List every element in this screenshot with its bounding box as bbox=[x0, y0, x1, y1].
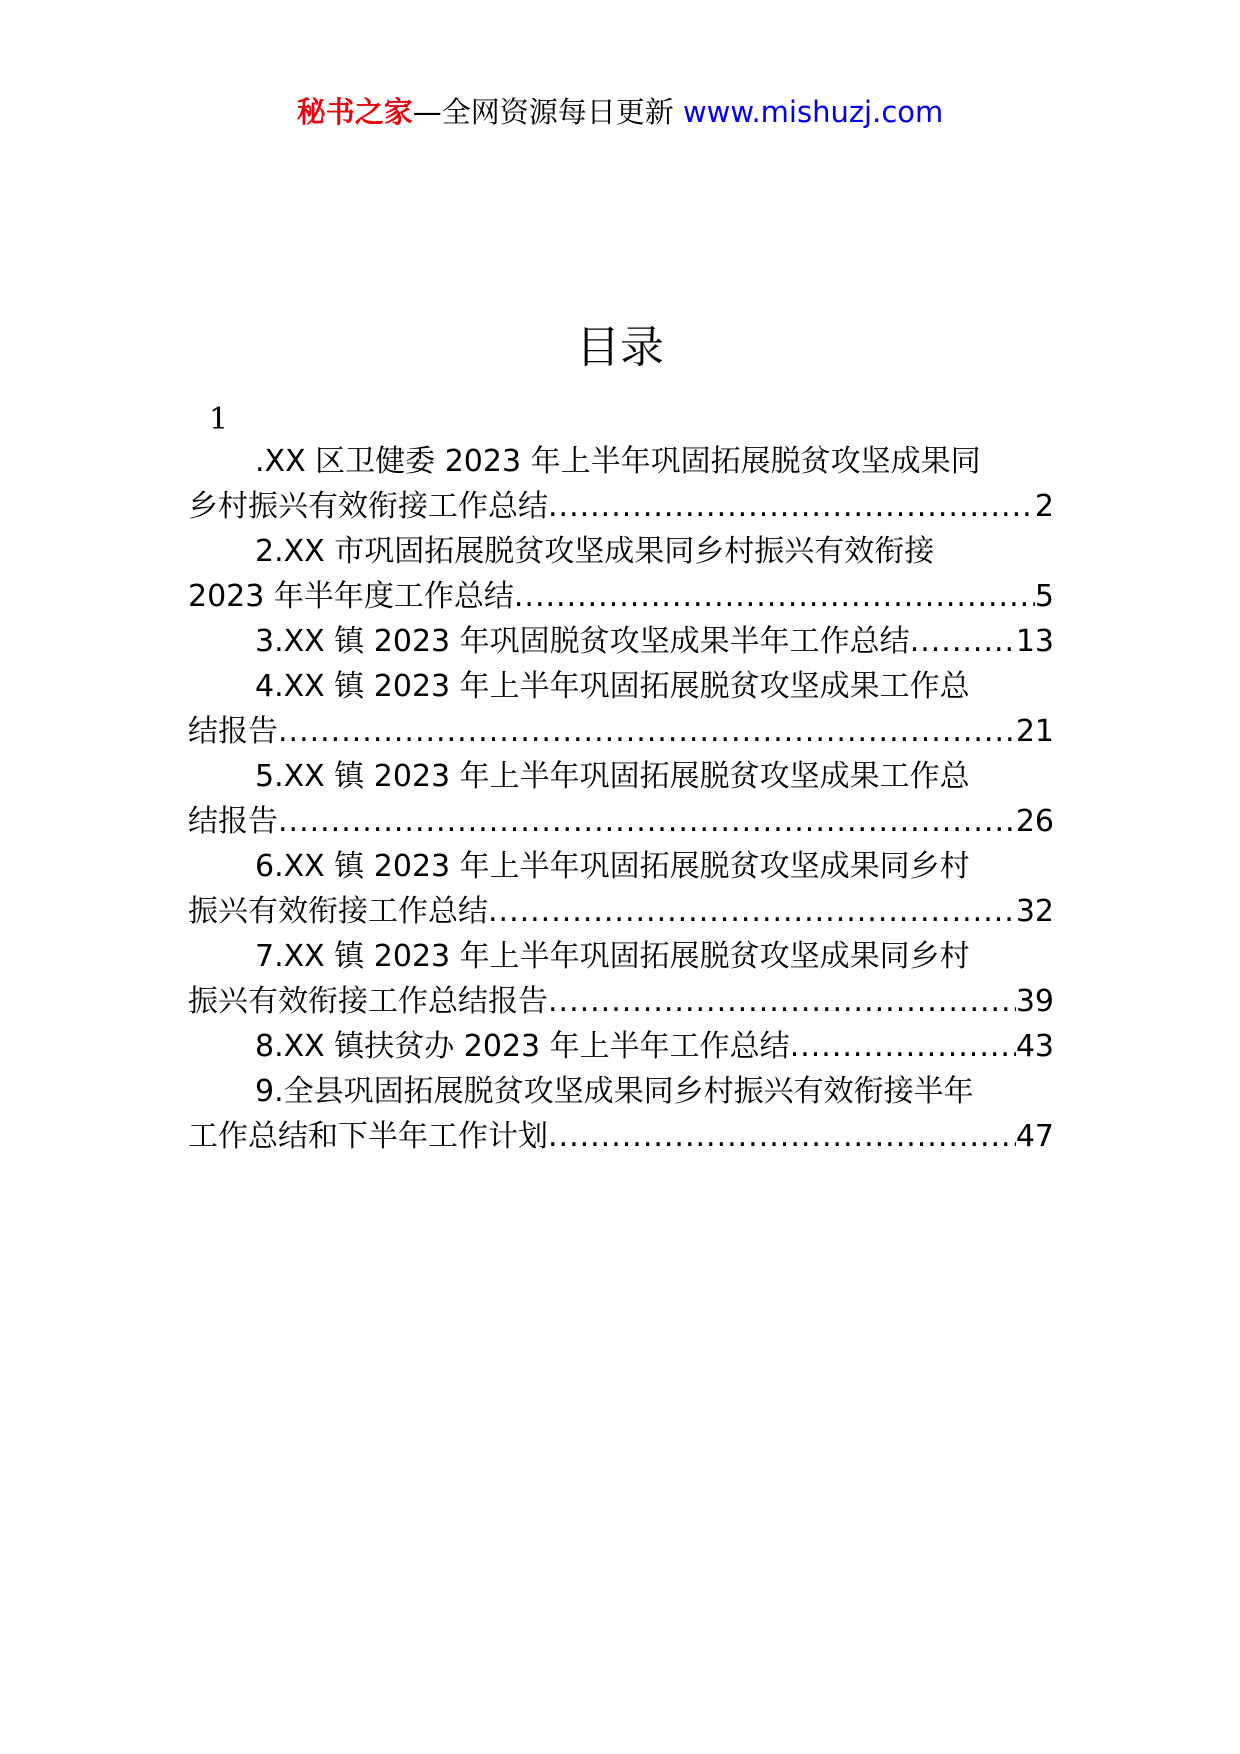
toc-entry-6[interactable] bbox=[188, 844, 1054, 934]
dot-leader bbox=[790, 1024, 1016, 1069]
toc-entry-line bbox=[188, 1114, 1054, 1159]
toc-entry-text: 乡村振兴有效衔接工作总结 bbox=[188, 489, 548, 524]
toc-entry-title bbox=[188, 934, 1054, 979]
dot-leader bbox=[278, 799, 1016, 844]
toc-entry-text: 6.XX 镇 2023 年上半年巩固拓展脱贫攻坚成果同乡村 bbox=[255, 849, 970, 884]
toc-entry-title bbox=[188, 754, 1054, 799]
dot-leader bbox=[548, 484, 1035, 529]
page-number-mark: 1 bbox=[209, 402, 229, 437]
toc-page-number: 5 bbox=[1034, 579, 1054, 614]
dot-leader bbox=[548, 1114, 1016, 1159]
brand-name: 秘书之家 bbox=[296, 95, 413, 129]
page-title: 目录 bbox=[576, 322, 664, 373]
site-header bbox=[0, 92, 1240, 132]
toc-entry-text: 3.XX 镇 2023 年巩固脱贫攻坚成果半年工作总结 bbox=[255, 624, 910, 659]
dot-leader bbox=[488, 889, 1016, 934]
toc-page-number: 26 bbox=[1015, 804, 1054, 839]
toc-entry-9[interactable] bbox=[188, 1069, 1054, 1159]
dot-leader bbox=[514, 574, 1035, 619]
toc-page-number: 2 bbox=[1034, 489, 1054, 524]
table-of-contents bbox=[188, 439, 1054, 1159]
toc-entry-line bbox=[188, 979, 1054, 1024]
toc-entry-3[interactable] bbox=[188, 619, 1054, 664]
toc-entry-5[interactable] bbox=[188, 754, 1054, 844]
toc-entry-4[interactable] bbox=[188, 664, 1054, 754]
toc-entry-title bbox=[188, 439, 1054, 484]
dot-leader bbox=[548, 979, 1016, 1024]
toc-page-number: 13 bbox=[1015, 624, 1054, 659]
toc-entry-text: .XX 区卫健委 2023 年上半年巩固拓展脱贫攻坚成果同 bbox=[255, 444, 981, 479]
dot-leader bbox=[278, 709, 1016, 754]
toc-entry-title bbox=[188, 844, 1054, 889]
toc-entry-line bbox=[188, 619, 1054, 664]
toc-entry-8[interactable] bbox=[188, 1024, 1054, 1069]
header-tagline: —全网资源每日更新 bbox=[412, 95, 683, 129]
toc-entry-line bbox=[188, 484, 1054, 529]
toc-entry-text: 工作总结和下半年工作计划 bbox=[188, 1119, 548, 1154]
toc-entry-text: 结报告 bbox=[188, 804, 278, 839]
toc-page-number: 47 bbox=[1015, 1119, 1054, 1154]
toc-entry-text: 2023 年半年度工作总结 bbox=[188, 579, 514, 614]
toc-entry-title bbox=[188, 529, 1054, 574]
toc-entry-text: 4.XX 镇 2023 年上半年巩固拓展脱贫攻坚成果工作总 bbox=[255, 669, 970, 704]
toc-entry-text: 振兴有效衔接工作总结报告 bbox=[188, 984, 548, 1019]
toc-entry-line bbox=[188, 709, 1054, 754]
toc-entry-text: 9.全县巩固拓展脱贫攻坚成果同乡村振兴有效衔接半年 bbox=[255, 1074, 974, 1109]
toc-entry-title bbox=[188, 664, 1054, 709]
toc-entry-text: 振兴有效衔接工作总结 bbox=[188, 894, 488, 929]
dot-leader bbox=[910, 619, 1016, 664]
toc-entry-text: 结报告 bbox=[188, 714, 278, 749]
toc-entry-text: 7.XX 镇 2023 年上半年巩固拓展脱贫攻坚成果同乡村 bbox=[255, 939, 970, 974]
toc-entry-text: 8.XX 镇扶贫办 2023 年上半年工作总结 bbox=[255, 1029, 790, 1064]
toc-page-number: 39 bbox=[1015, 984, 1054, 1019]
toc-entry-line bbox=[188, 799, 1054, 844]
toc-page-number: 32 bbox=[1015, 894, 1054, 929]
site-url-link[interactable]: www.mishuzj.com bbox=[682, 95, 944, 129]
toc-entry-line bbox=[188, 889, 1054, 934]
toc-entry-1[interactable] bbox=[188, 439, 1054, 529]
toc-entry-text: 5.XX 镇 2023 年上半年巩固拓展脱贫攻坚成果工作总 bbox=[255, 759, 970, 794]
toc-entry-7[interactable] bbox=[188, 934, 1054, 1024]
toc-entry-2[interactable] bbox=[188, 529, 1054, 619]
toc-entry-text: 2.XX 市巩固拓展脱贫攻坚成果同乡村振兴有效衔接 bbox=[255, 534, 935, 569]
toc-entry-title bbox=[188, 1069, 1054, 1114]
toc-entry-line bbox=[188, 574, 1054, 619]
toc-entry-line bbox=[188, 1024, 1054, 1069]
toc-page-number: 21 bbox=[1015, 714, 1054, 749]
toc-page-number: 43 bbox=[1015, 1029, 1054, 1064]
